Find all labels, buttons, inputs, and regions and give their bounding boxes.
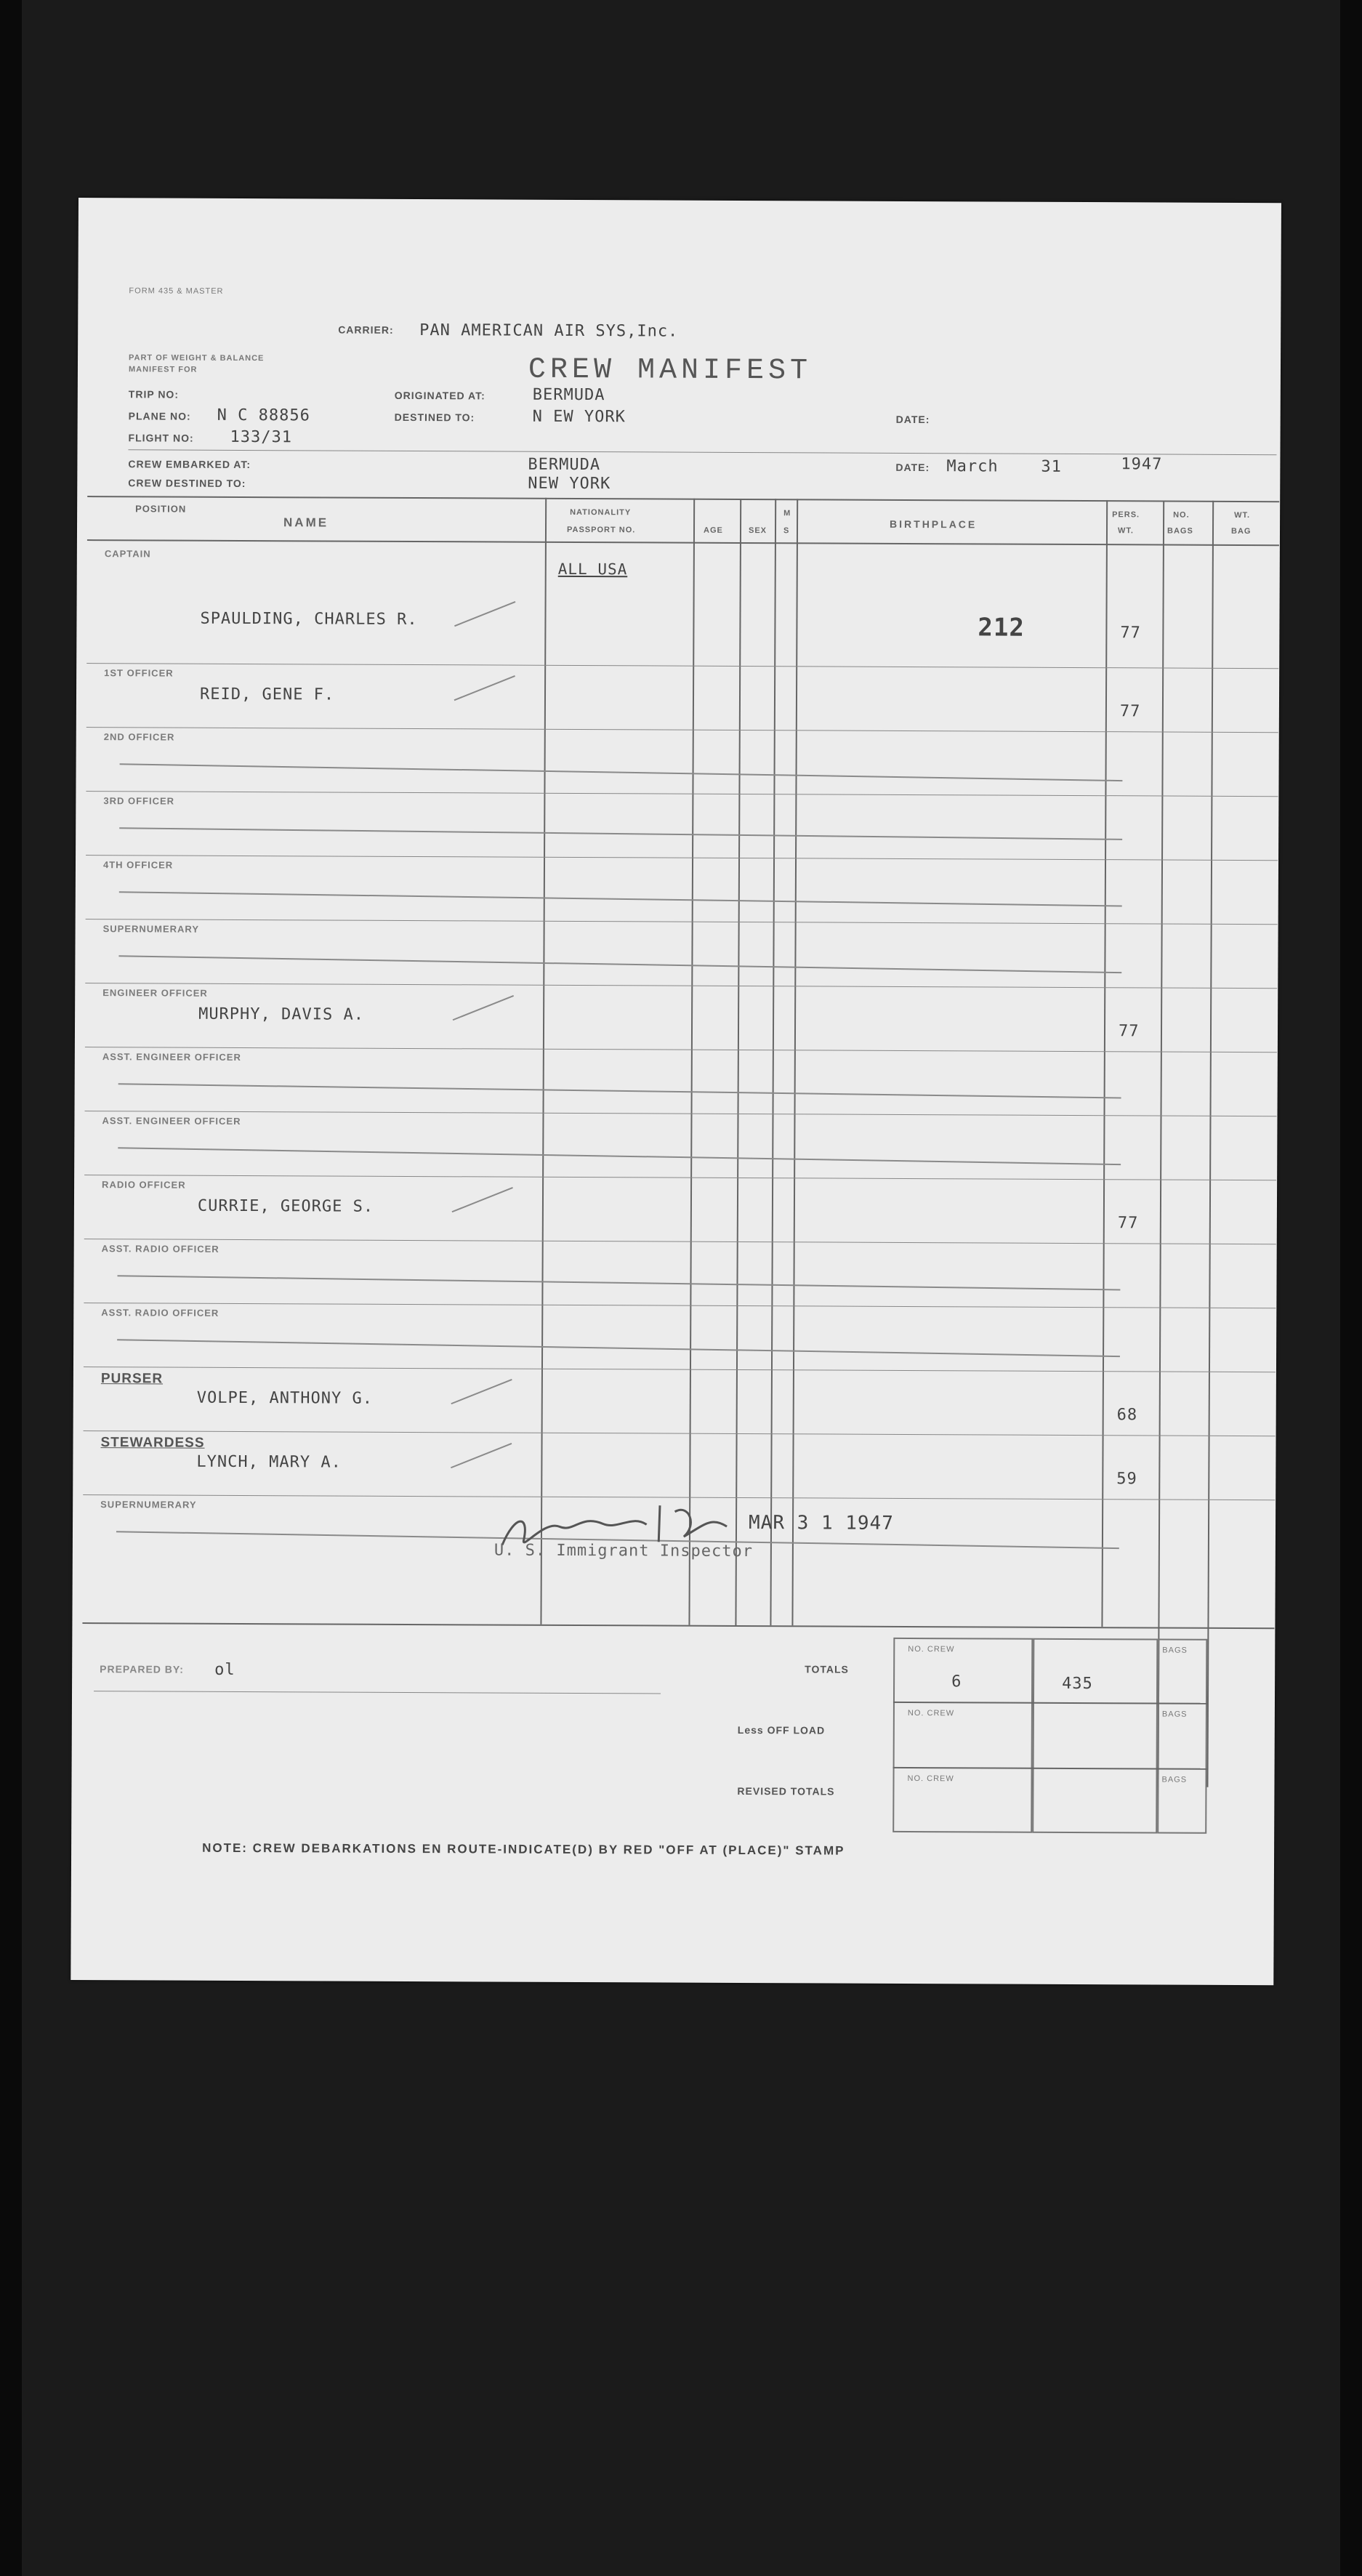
empty-row-strike: [119, 827, 1122, 840]
crew-destined-label: CREW DESTINED TO:: [128, 477, 246, 490]
footer-note: NOTE: CREW DEBARKATIONS EN ROUTE-INDICATE(D) BY RED "OFF AT (PLACE)" STAMP: [202, 1840, 845, 1858]
row-weight: 77: [1119, 702, 1141, 721]
row-weight: 68: [1116, 1406, 1138, 1425]
less-offload-label: Less OFF LOAD: [737, 1723, 826, 1736]
part-of-label: PART OF WEIGHT & BALANCE MANIFEST FOR: [128, 353, 265, 374]
row-name: MURPHY, DAVIS A.: [198, 1005, 365, 1024]
row-position: ASST. ENGINEER OFFICER: [102, 1051, 241, 1063]
row-position: ASST. ENGINEER OFFICER: [102, 1115, 241, 1127]
empty-row-strike: [118, 955, 1121, 973]
row-weight: 77: [1118, 1022, 1140, 1041]
col-no: NO.: [1173, 510, 1190, 520]
crew-embarked-value: BERMUDA: [528, 455, 601, 475]
row-weight: 77: [1117, 1214, 1139, 1233]
prepared-by-label: PREPARED BY:: [100, 1663, 184, 1675]
col-nationality: NATIONALITY: [570, 507, 632, 518]
row-position: SUPERNUMERARY: [100, 1499, 197, 1510]
col-m: M: [783, 509, 791, 518]
bags-label-1: BAGS: [1162, 1646, 1188, 1655]
no-crew-label-1: NO. CREW: [908, 1644, 955, 1654]
crew-manifest-document: [70, 198, 1281, 1985]
carrier-label: CARRIER:: [338, 323, 394, 336]
film-edge-right: [1340, 0, 1362, 2576]
col-bag2: BAG: [1230, 526, 1252, 536]
row-divider: [86, 919, 1278, 925]
no-crew-label-2: NO. CREW: [907, 1708, 955, 1718]
col-s: S: [783, 526, 790, 536]
col-wt2: WT.: [1234, 510, 1251, 520]
date2-day: 31: [1041, 457, 1062, 476]
row-divider: [84, 1367, 1276, 1372]
row-weight: 59: [1116, 1470, 1137, 1489]
row-name: SPAULDING, CHARLES R.: [200, 609, 418, 629]
revised-totals-label: REVISED TOTALS: [737, 1784, 835, 1798]
row-position: ASST. RADIO OFFICER: [101, 1243, 219, 1255]
stamp-inspector: U. S. Immigrant Inspector: [493, 1541, 754, 1561]
originated-label: ORIGINATED AT:: [394, 389, 485, 402]
row-divider: [84, 1239, 1276, 1244]
col-position: POSITION: [135, 503, 187, 515]
row-position: 1ST OFFICER: [104, 667, 174, 679]
destined-value: N EW YORK: [532, 407, 626, 427]
prepared-by-value: ol: [214, 1660, 235, 1679]
bags-label-2: BAGS: [1161, 1710, 1188, 1719]
flight-no-label: FLIGHT NO:: [128, 432, 194, 444]
row-position: PURSER: [100, 1371, 164, 1387]
empty-row-strike: [117, 1339, 1120, 1357]
date-label: DATE:: [895, 413, 930, 426]
row-position: 4TH OFFICER: [102, 859, 174, 871]
form-code: FORM 435 & MASTER: [129, 286, 224, 296]
row-position: RADIO OFFICER: [102, 1179, 186, 1191]
crew-embarked-label: CREW EMBARKED AT:: [128, 458, 251, 471]
col-pers: PERS.: [1112, 510, 1140, 520]
extra-number: 212: [978, 613, 1025, 643]
empty-row-strike: [118, 1083, 1121, 1098]
col-name: NAME: [283, 515, 329, 530]
row-name: LYNCH, MARY A.: [196, 1452, 342, 1472]
check-mark: [453, 995, 514, 1021]
plane-no-value: N C 88856: [217, 406, 310, 425]
nationality-note: ALL USA: [557, 560, 628, 579]
bags-label-3: BAGS: [1161, 1775, 1188, 1784]
col-passport: PASSPORT NO.: [566, 525, 636, 535]
date2-month: March: [946, 457, 999, 476]
check-mark: [454, 601, 515, 627]
trip-no-label: TRIP NO:: [128, 388, 180, 401]
row-name: CURRIE, GEORGE S.: [197, 1196, 374, 1216]
check-mark: [452, 1187, 513, 1212]
page-title: CREW MANIFEST: [528, 353, 813, 388]
row-name: REID, GENE F.: [199, 685, 335, 704]
row-position: ASST. RADIO OFFICER: [101, 1307, 219, 1319]
row-position: CAPTAIN: [104, 548, 151, 560]
plane-no-label: PLANE NO:: [128, 410, 191, 422]
crew-destined-value: NEW YORK: [528, 474, 611, 494]
flight-no-value: 133/31: [230, 427, 293, 447]
row-divider: [85, 1111, 1277, 1116]
row-position: STEWARDESS: [100, 1435, 205, 1451]
film-edge-left: [0, 0, 22, 2576]
row-divider: [85, 1047, 1277, 1052]
total-weight: 435: [1062, 1674, 1093, 1694]
col-sex: SEX: [748, 526, 767, 536]
originated-value: BERMUDA: [532, 385, 605, 405]
row-position: SUPERNUMERARY: [102, 923, 200, 935]
row-weight: 77: [1120, 624, 1141, 643]
check-mark: [451, 1379, 512, 1404]
row-divider: [84, 1303, 1276, 1308]
empty-row-strike: [118, 1147, 1121, 1165]
stamp-date: MAR 3 1 1947: [748, 1512, 894, 1534]
row-divider: [86, 791, 1278, 797]
row-divider: [85, 983, 1277, 989]
date2-year: 1947: [1121, 455, 1163, 474]
row-divider: [84, 1175, 1276, 1180]
destined-label: DESTINED TO:: [394, 411, 475, 424]
carrier-value: PAN AMERICAN AIR SYS,Inc.: [419, 321, 679, 341]
empty-row-strike: [119, 891, 1122, 906]
row-name: VOLPE, ANTHONY G.: [196, 1388, 374, 1408]
crew-count: 6: [951, 1673, 962, 1691]
date2-label: DATE:: [895, 461, 930, 474]
check-mark: [451, 1443, 512, 1468]
row-position: 2ND OFFICER: [103, 731, 175, 743]
row-divider: [86, 727, 1278, 733]
totals-label: TOTALS: [805, 1663, 849, 1675]
row-divider: [86, 855, 1278, 861]
col-wt: WT.: [1117, 526, 1134, 536]
col-bags: BAGS: [1166, 526, 1193, 536]
empty-row-strike: [118, 1275, 1121, 1290]
no-crew-label-3: NO. CREW: [907, 1774, 954, 1784]
empty-row-strike: [120, 763, 1123, 781]
row-divider: [84, 1430, 1276, 1436]
col-age: AGE: [703, 526, 723, 535]
row-position: ENGINEER OFFICER: [102, 987, 208, 999]
col-birthplace: BIRTHPLACE: [890, 518, 978, 531]
row-divider: [86, 663, 1278, 669]
check-mark: [454, 675, 515, 701]
row-position: 3RD OFFICER: [103, 795, 175, 807]
